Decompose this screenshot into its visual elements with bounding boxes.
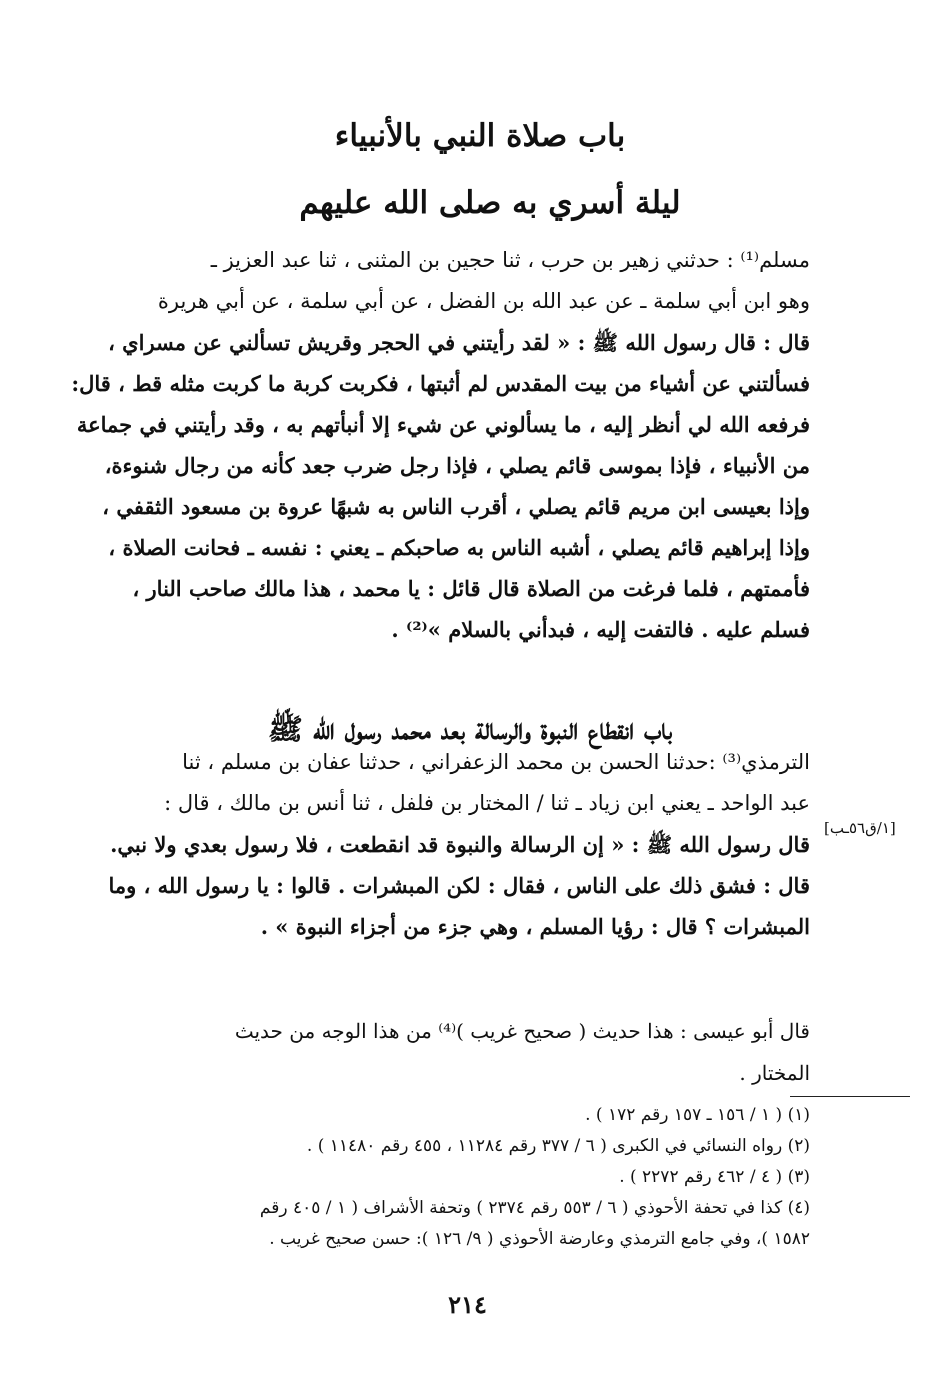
manuscript-folio-note: [١/ق٥٦ـب]: [824, 819, 896, 837]
chapter-title-2: باب انقطاع النبوة والرسالة بعد محمد رسول الله ﷺ: [267, 712, 673, 746]
footnote: (٤) كذا في تحفة الأحوذي ( ٦ / ٥٥٣ رقم ٢٣٧٤ ) وتحفة الأشراف ( ١ / ٤٠٥ رقم: [259, 1198, 810, 1218]
tirmidhi-comment: [68, 1010, 810, 1094]
text-line: وإذا إبراهيم قائم يصلي ، أشبه الناس به صاحبكم ـ يعني : نفسه ـ فحانت الصلاة ،: [108, 535, 810, 560]
text-line: قال : قال رسول الله ﷺ : « لقد رأيتني في الحجر وقريش تسألني عن مسراي ،: [108, 330, 810, 355]
footnote: (٢) رواه النسائي في الكبرى ( ٦ / ٣٧٧ رقم ١١٢٨٤ ، ٤٥٥ رقم ١١٤٨٠ ) .: [306, 1136, 810, 1156]
footnote: (١) ( ١ / ١٥٦ ـ ١٥٧ رقم ١٧٢ ) .: [585, 1105, 810, 1125]
footnote: ١٥٨٢ )، وفي جامع الترمذي وعارضة الأحوذي ( ٩/ ١٢٦ ): حسن صحيح غريب .: [269, 1229, 810, 1249]
text-line: وهو ابن أبي سلمة ـ عن عبد الله بن الفضل ، عن أبي سلمة ، عن أبي هريرة: [157, 289, 810, 313]
chapter-subtitle: ليلة أسري به صلى الله عليهم: [299, 185, 681, 221]
text-line: عبد الواحد ـ يعني ابن زياد ـ ثنا / المختار بن فلفل ، ثنا أنس بن مالك ، قال :: [164, 791, 810, 815]
text-line: فرفعه الله لي أنظر إليه ، ما يسألوني عن شيء إلا أنبأتهم به ، وقد رأيتني في جماعة: [76, 412, 810, 437]
hadith-text-muslim: [68, 240, 810, 650]
text-line: فسألتني عن أشياء من بيت المقدس لم أثبتها ، فكربت كربة ما كربت مثله قط ، قال:: [71, 371, 810, 396]
footnote: (٣) ( ٤ / ٤٦٢ رقم ٢٢٧٢ ) .: [619, 1167, 810, 1187]
text-line: قال : فشق ذلك على الناس ، فقال : لكن المبشرات . قالوا : يا رسول الله ، وما: [108, 873, 810, 898]
footnote-divider: [790, 1096, 910, 1097]
text-line: مسلم⁽¹⁾ : حدثني زهير بن حرب ، ثنا حجين بن المثنى ، ثنا عبد العزيز ـ: [210, 248, 810, 272]
text-line: من الأنبياء ، فإذا بموسى قائم يصلي ، فإذا رجل ضرب جعد كأنه من رجال شنوءة،: [104, 453, 810, 478]
text-line: المبشرات ؟ قال : رؤيا المسلم ، وهي جزء من أجزاء النبوة » .: [260, 914, 810, 939]
text-line: وإذا بعيسى ابن مريم قائم يصلي ، أقرب الناس به شبهًا عروة بن مسعود الثقفي ،: [102, 494, 810, 519]
text-line: فسلم عليه . فالتفت إليه ، فبدأني بالسلام »⁽²⁾ .: [391, 617, 810, 642]
page-number: ٢١٤: [448, 1290, 487, 1319]
text-line: فأممتهم ، فلما فرغت من الصلاة قال قائل : يا محمد ، هذا مالك صاحب النار ،: [132, 576, 810, 601]
text-line: الترمذي⁽³⁾ :حدثنا الحسن بن محمد الزعفراني ، حدثنا عفان بن مسلم ، ثنا: [182, 750, 810, 774]
chapter-title: باب صلاة النبي بالأنبياء: [334, 118, 626, 154]
text-line: المختار .: [739, 1061, 810, 1085]
text-line: قال رسول الله ﷺ : « إن الرسالة والنبوة قد انقطعت ، فلا رسول بعدي ولا نبي.: [110, 832, 810, 857]
footnotes: [68, 1100, 810, 1255]
text-line: قال أبو عيسى : هذا حديث ( صحيح غريب )⁽⁴⁾ من هذا الوجه من حديث: [234, 1019, 810, 1043]
hadith-text-tirmidhi: [68, 742, 810, 947]
